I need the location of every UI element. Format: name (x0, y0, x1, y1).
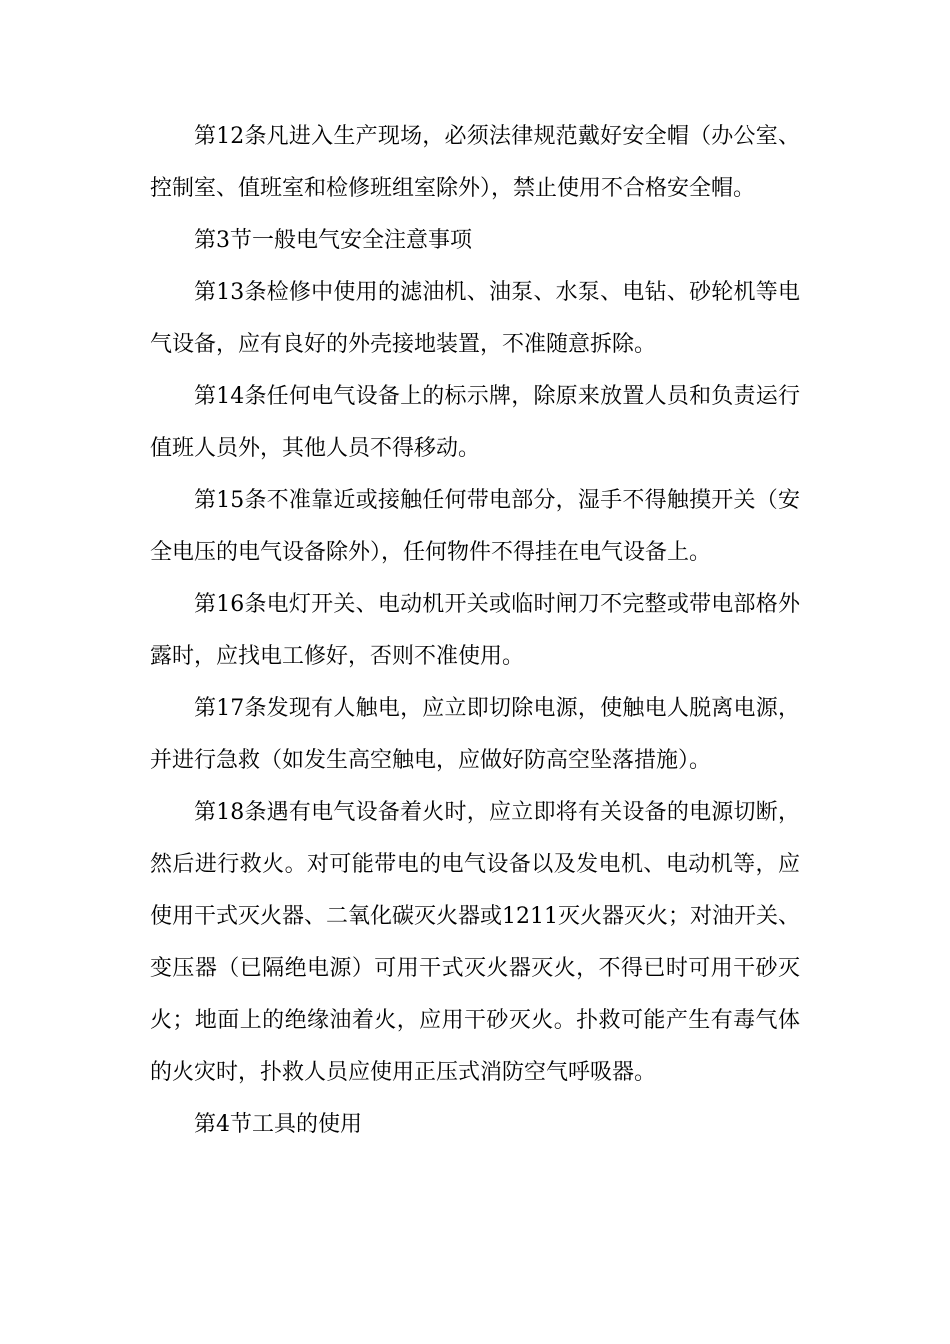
article-15-paragraph: 第15条不准靠近或接触任何带电部分，湿手不得触摸开关（安全电压的电气设备除外），任何物件不得挂在电气设备上。 (150, 488, 800, 565)
article-16-paragraph: 第16条电灯开关、电动机开关或临时闸刀不完整或带电部格外露时，应找电工修好，否则不准使用。 (150, 592, 800, 669)
article-18-paragraph: 第18条遇有电气设备着火时，应立即将有关设备的电源切断，然后进行救火。对可能带电的电气设备以及发电机、电动机等，应使用干式灭火器、二氧化碳灭火器或1211灭火器灭火；对油开关、变压器（已隔绝电源）可用干式灭火器灭火，不得已时可用干砂灭火；地面上的绝缘油着火，应用干砂灭火。扑救可能产生有毒气体的火灾时，扑救人员应使用正压式消防空气呼吸器。 (150, 800, 800, 1085)
document-body (150, 111, 800, 1151)
article-12-paragraph: 第12条凡进入生产现场，必须法律规范戴好安全帽（办公室、控制室、值班室和检修班组室除外），禁止使用不合格安全帽。 (150, 124, 800, 201)
section-3-heading: 第3节一般电气安全注意事项 (194, 228, 472, 253)
article-14-paragraph: 第14条任何电气设备上的标示牌，除原来放置人员和负责运行值班人员外，其他人员不得移动。 (150, 384, 800, 461)
article-13-paragraph: 第13条检修中使用的滤油机、油泵、水泵、电钻、砂轮机等电气设备，应有良好的外壳接地装置，不准随意拆除。 (150, 280, 800, 357)
section-4-heading: 第4节工具的使用 (194, 1112, 362, 1137)
article-17-paragraph: 第17条发现有人触电，应立即切除电源，使触电人脱离电源，并进行急救（如发生高空触电，应做好防高空坠落措施）。 (150, 696, 800, 773)
